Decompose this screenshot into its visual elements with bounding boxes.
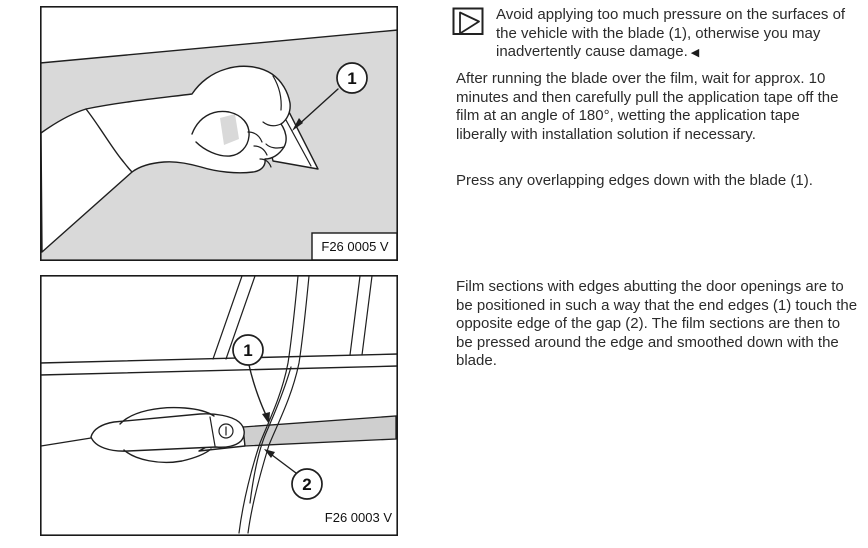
- note-block: [452, 6, 866, 63]
- door-background: [40, 275, 398, 536]
- note-text: [496, 6, 864, 63]
- callout-2-label: 2: [302, 475, 312, 494]
- paragraph-film-sections: Film sections with edges abutting the door openings are to be positioned in such a way that the end edges (1) touch the opposite edge of the gap (2). The film sections are then to be pressed around the edge and smoothed down with the blade.: [456, 278, 858, 370]
- callout-1-label: 1: [243, 341, 253, 360]
- figure-1-caption: F26 0005 V: [321, 239, 389, 254]
- blade-illustration-svg: [40, 6, 398, 261]
- paragraph-after-blade: After running the blade over the film, wait for approx. 10 minutes and then carefully pull the application tape off the film at an angle of 180°, wetting the application tape liberally with installation solution if necessary.: [456, 70, 839, 143]
- callout-1-label: 1: [347, 69, 357, 88]
- note-triangle-icon: [452, 7, 485, 37]
- paragraph-press-edges: Press any overlapping edges down with the blade (1).: [456, 172, 813, 189]
- note-end-marker: ◀: [690, 47, 700, 60]
- note-text-content: Avoid applying too much pressure on the surfaces of the vehicle with the blade (1), otherwise you may inadvertently cause damage.: [496, 6, 846, 61]
- door-illustration-svg: [40, 275, 398, 536]
- figure-blade-illustration: [40, 6, 398, 261]
- figure-door-handle-illustration: [40, 275, 398, 536]
- figure-2-caption: F26 0003 V: [324, 510, 392, 525]
